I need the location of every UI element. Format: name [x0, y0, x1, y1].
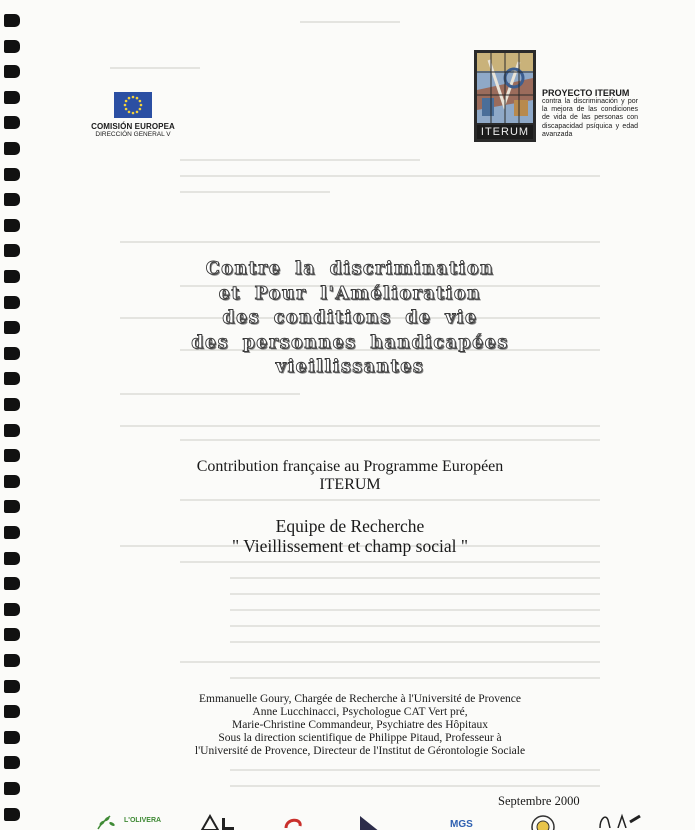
iterum-logo-caption: ITERUM: [480, 126, 530, 138]
binding-ring: [4, 296, 20, 309]
binding-ring: [4, 731, 20, 744]
eu-star-icon: [132, 112, 135, 115]
title-line: vieillissantes: [275, 357, 425, 377]
authors-block: [160, 693, 560, 758]
binding-ring: [4, 270, 20, 283]
binding-ring: [4, 628, 20, 641]
contribution-line-2: ITERUM: [319, 476, 381, 493]
eu-star-icon: [139, 100, 142, 103]
eu-star-icon: [136, 111, 139, 114]
binding-ring: [4, 193, 20, 206]
olivera-label: L'OLIVERA: [124, 817, 162, 824]
binding-ring: [4, 680, 20, 693]
partner-logo-seal: [530, 814, 556, 830]
title-line: des personnes handicapées: [191, 332, 509, 353]
binding-ring: [4, 654, 20, 667]
binding-ring: [4, 500, 20, 513]
olivera-logo: [96, 814, 166, 830]
binding-ring: [4, 65, 20, 78]
author-line: l'Université de Provence, Directeur de l'Institut de Gérontologie Sociale: [194, 745, 526, 757]
author-line: Sous la direction scientifique de Philippe Pitaud, Professeur à: [218, 732, 502, 744]
mgs-logo: MGS: [450, 819, 473, 830]
eu-star-icon: [125, 100, 128, 103]
eu-star-icon: [125, 108, 128, 111]
binding-ring: [4, 244, 20, 257]
binding-ring: [4, 398, 20, 411]
eu-caption: COMISIÓN EUROPEA: [91, 122, 175, 131]
title-line: Contre la discrimination: [205, 259, 495, 279]
binding-ring: [4, 449, 20, 462]
eu-star-icon: [128, 97, 131, 100]
eu-subcaption: DIRECCIÓN GENERAL V: [95, 131, 171, 138]
team-line-2: " Vieillissement et champ social ": [232, 536, 468, 556]
binding-ring: [4, 552, 20, 565]
partner-logo-a: [200, 814, 236, 830]
eu-star-icon: [140, 104, 143, 107]
binding-ring: [4, 372, 20, 385]
eu-commission-logo: [88, 92, 178, 138]
olive-branch-icon: [96, 814, 120, 830]
binding-ring: [4, 782, 20, 795]
binding-ring: [4, 219, 20, 232]
title-line: des conditions de vie: [222, 308, 478, 328]
research-team-heading: [140, 516, 560, 556]
binding-ring: [4, 577, 20, 590]
binding-ring: [4, 116, 20, 129]
eu-star-icon: [128, 111, 131, 114]
spiral-binding: [0, 0, 22, 830]
eu-star-icon: [132, 96, 135, 99]
iterum-project-text: [542, 88, 638, 139]
iterum-description: contra la discriminación y por la mejora de las condiciones de vida de las personas con discapacidad psíquica y edad avanzada: [542, 98, 638, 138]
partner-logo-swirl: [282, 814, 306, 830]
contribution-line-1: Contribution française au Programme Européen: [196, 458, 504, 475]
binding-ring: [4, 424, 20, 437]
binding-ring: [4, 705, 20, 718]
eu-star-icon: [136, 97, 139, 100]
binding-ring: [4, 808, 20, 821]
eu-flag-icon: [114, 92, 152, 118]
binding-ring: [4, 347, 20, 360]
binding-ring: [4, 40, 20, 53]
iterum-title: PROYECTO ITERUM: [542, 88, 630, 98]
contribution-heading: [140, 458, 560, 494]
eu-star-icon: [124, 104, 127, 107]
binding-ring: [4, 14, 20, 27]
partner-logo-triangle: [360, 816, 380, 830]
partner-logo-figure: [596, 812, 644, 828]
binding-ring: [4, 321, 20, 334]
iterum-logo: [474, 50, 536, 142]
binding-ring: [4, 526, 20, 539]
binding-ring: [4, 142, 20, 155]
author-line: Emmanuelle Goury, Chargée de Recherche à l'Université de Provence: [198, 693, 522, 705]
document-title: [150, 257, 550, 380]
publication-date: Septembre 2000: [498, 794, 580, 808]
binding-ring: [4, 475, 20, 488]
binding-ring: [4, 603, 20, 616]
author-line: Anne Lucchinacci, Psychologue CAT Vert pré,: [252, 706, 468, 718]
title-line: et Pour l'Amélioration: [218, 283, 482, 304]
binding-ring: [4, 756, 20, 769]
author-line: Marie-Christine Commandeur, Psychiatre des Hôpitaux: [232, 719, 488, 731]
binding-ring: [4, 91, 20, 104]
binding-ring: [4, 168, 20, 181]
eu-star-icon: [139, 108, 142, 111]
team-line-1: Equipe de Recherche: [275, 516, 425, 536]
